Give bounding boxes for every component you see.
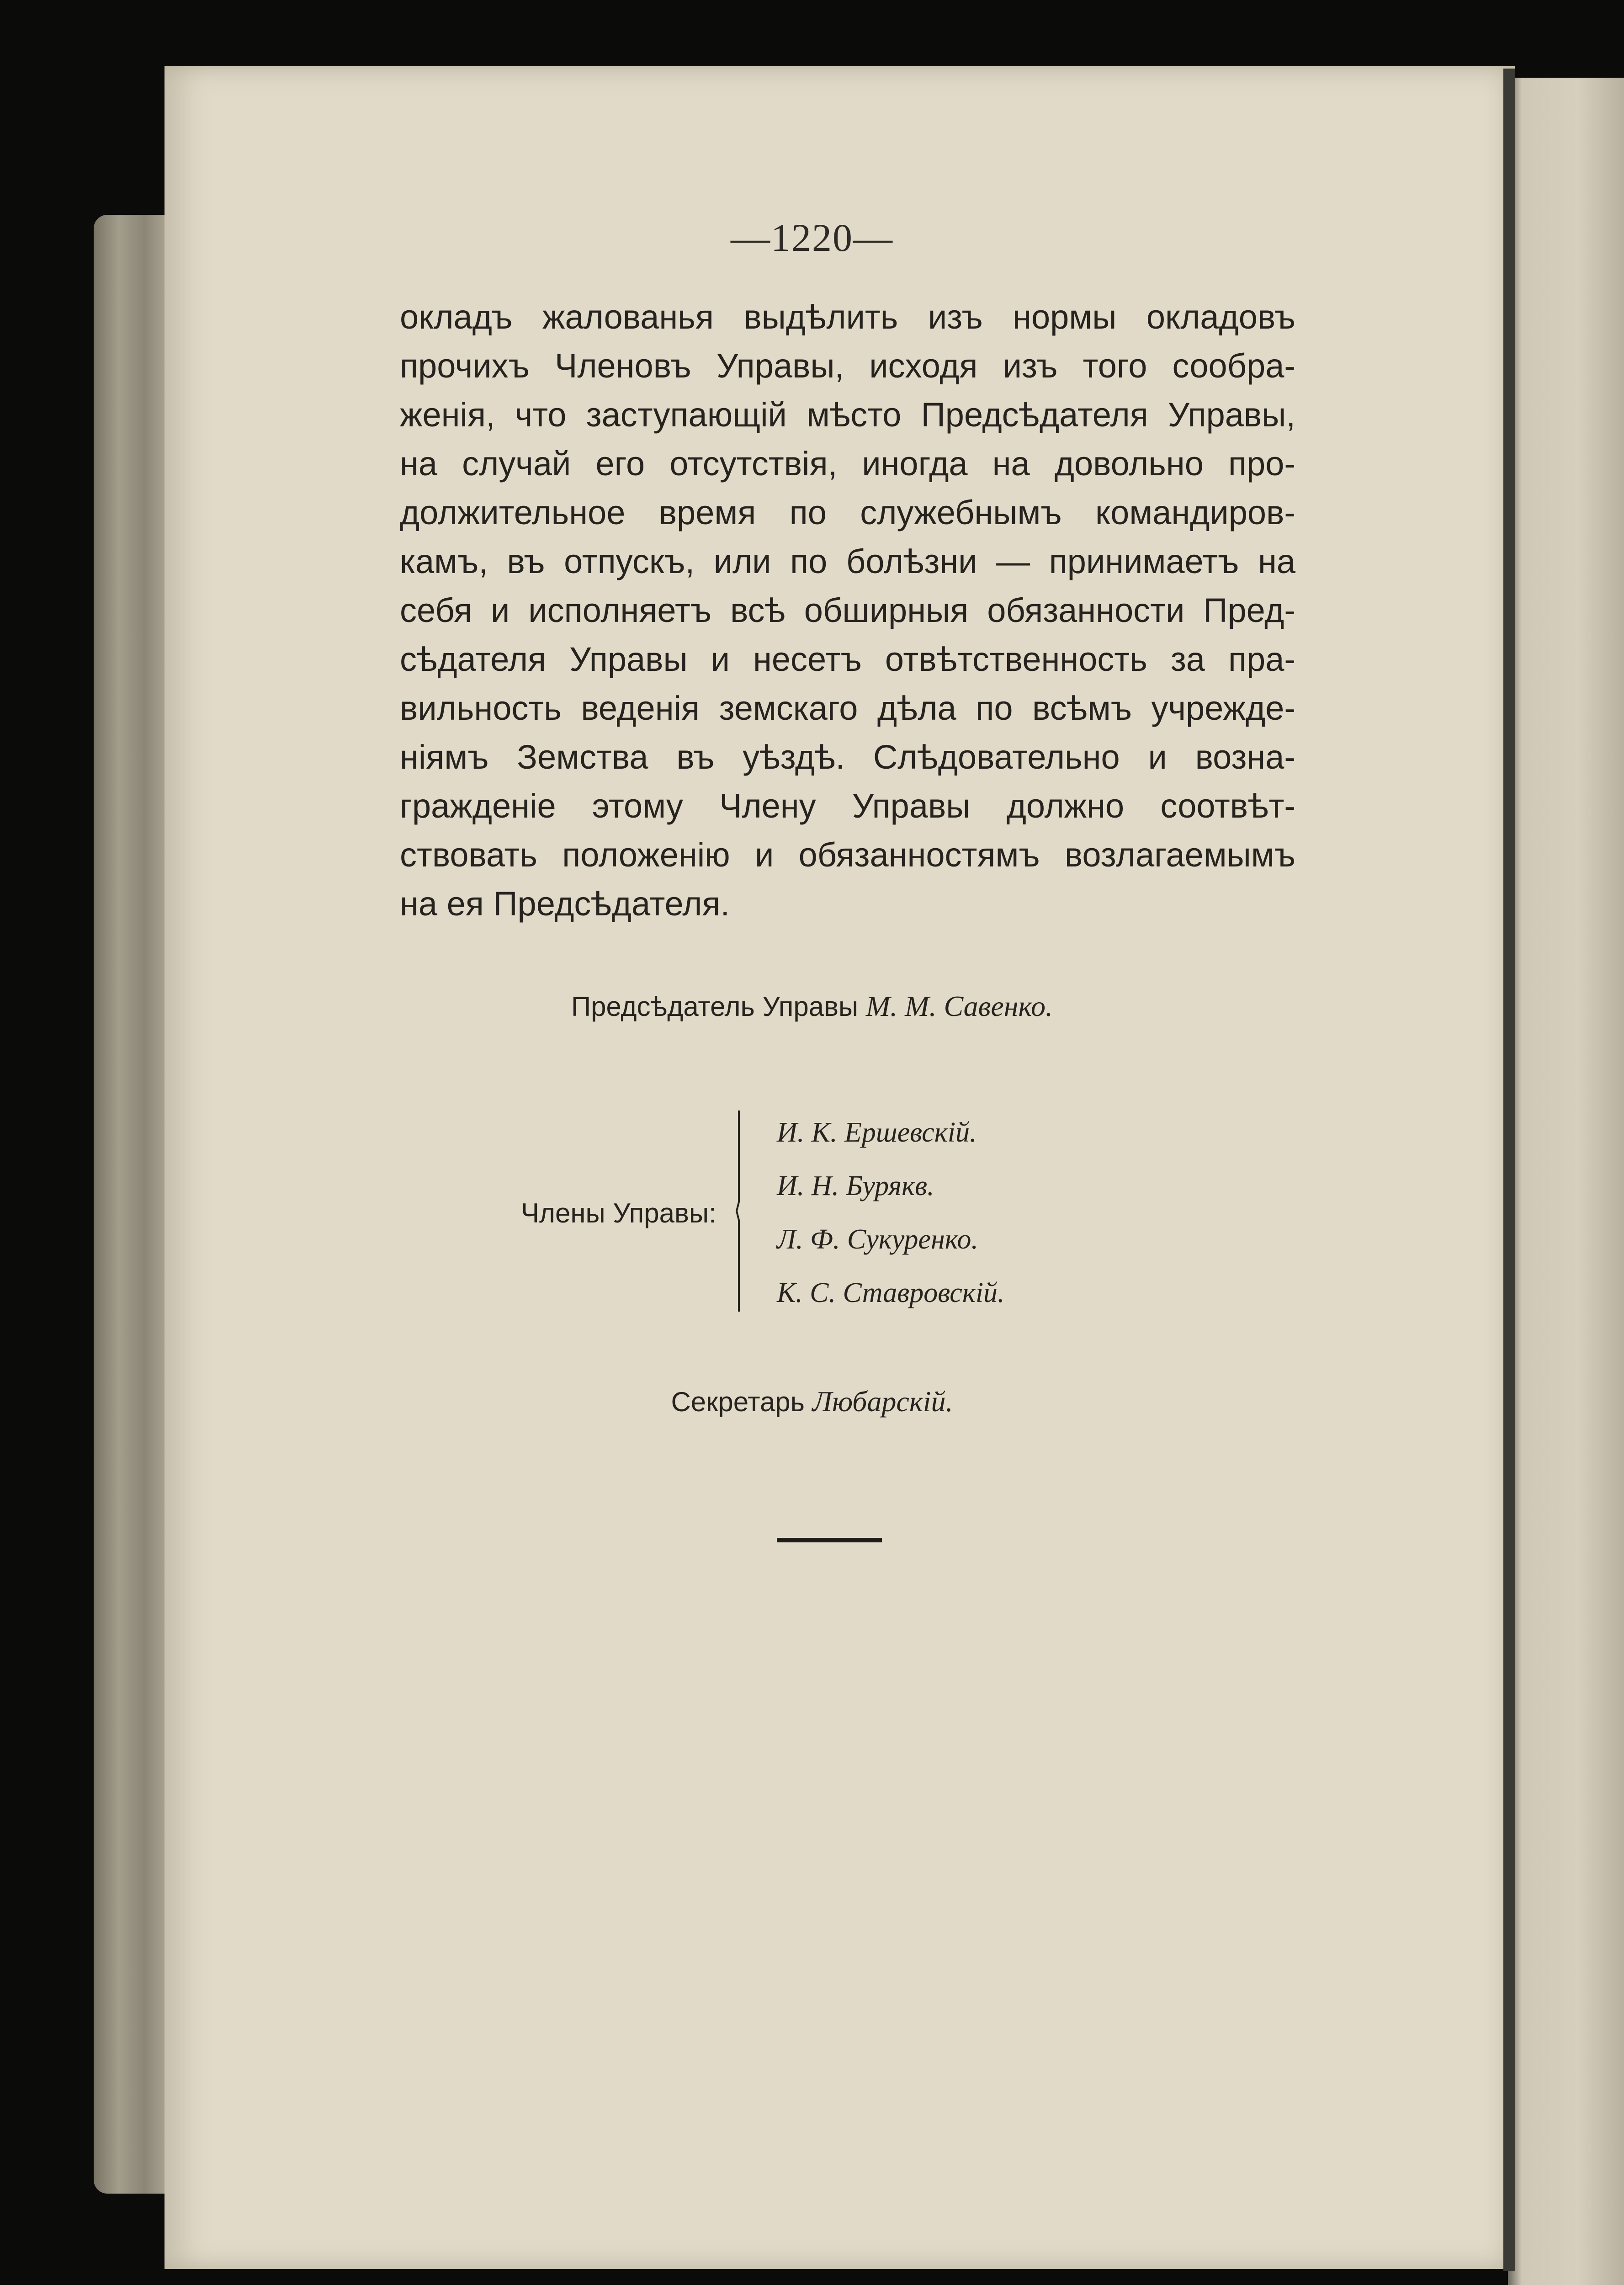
body-line: сѣдателя Управы и несетъ отвѣтственность за пра- (400, 640, 1295, 678)
body-line: прочихъ Членовъ Управы, исходя изъ того сообра- (400, 347, 1295, 385)
member-name: Л. Ф. Сукуренко. (777, 1224, 978, 1255)
secretary-signature (0, 1385, 1624, 1419)
body-line: на случай его отсутствія, иногда на довольно про- (400, 445, 1295, 483)
body-line: вильность веденія земскаго дѣла по всѣмъ учрежде- (400, 689, 1295, 727)
chairman-label: Предсѣдатель Управы (571, 991, 859, 1022)
body-line: гражденіе этому Члену Управы должно соотвѣт- (400, 787, 1295, 825)
body-line: на ея Предсѣдателя. (400, 885, 730, 923)
closing-rule (777, 1538, 882, 1542)
body-line: ніямъ Земства въ уѣздѣ. Слѣдовательно и возна- (400, 738, 1295, 776)
chairman-signature (0, 989, 1624, 1023)
members-label: Члены Управы: (521, 1198, 716, 1228)
secretary-label: Секретарь (671, 1387, 805, 1417)
body-line: себя и исполняетъ всѣ обширныя обязанности Пред- (400, 591, 1295, 629)
chairman-name: М. М. Савенко. (865, 990, 1053, 1022)
body-line: окладъ жалованья выдѣлить изъ нормы окладовъ (400, 298, 1295, 336)
body-line: женія, что заступающій мѣсто Предсѣдателя Управы, (400, 396, 1295, 434)
body-paragraph (400, 292, 1295, 928)
page-gutter (1503, 69, 1515, 2271)
member-name: К. С. Ставровскій. (777, 1277, 1005, 1308)
member-name: И. Н. Бурякв. (777, 1170, 934, 1201)
page-number: —1220— (731, 216, 893, 260)
body-line: камъ, въ отпускъ, или по болѣзни — принимаетъ на (400, 542, 1295, 580)
body-line: ствовать положенію и обязанностямъ возлагаемымъ (400, 836, 1295, 874)
secretary-name: Любарскій. (812, 1385, 953, 1418)
members-list (777, 1106, 1188, 1320)
members-brace (736, 1111, 742, 1312)
member-name: И. К. Ершевскій. (777, 1117, 977, 1148)
facing-page-edge (1508, 78, 1624, 2285)
body-line: должительное время по служебнымъ командиров- (400, 494, 1295, 531)
